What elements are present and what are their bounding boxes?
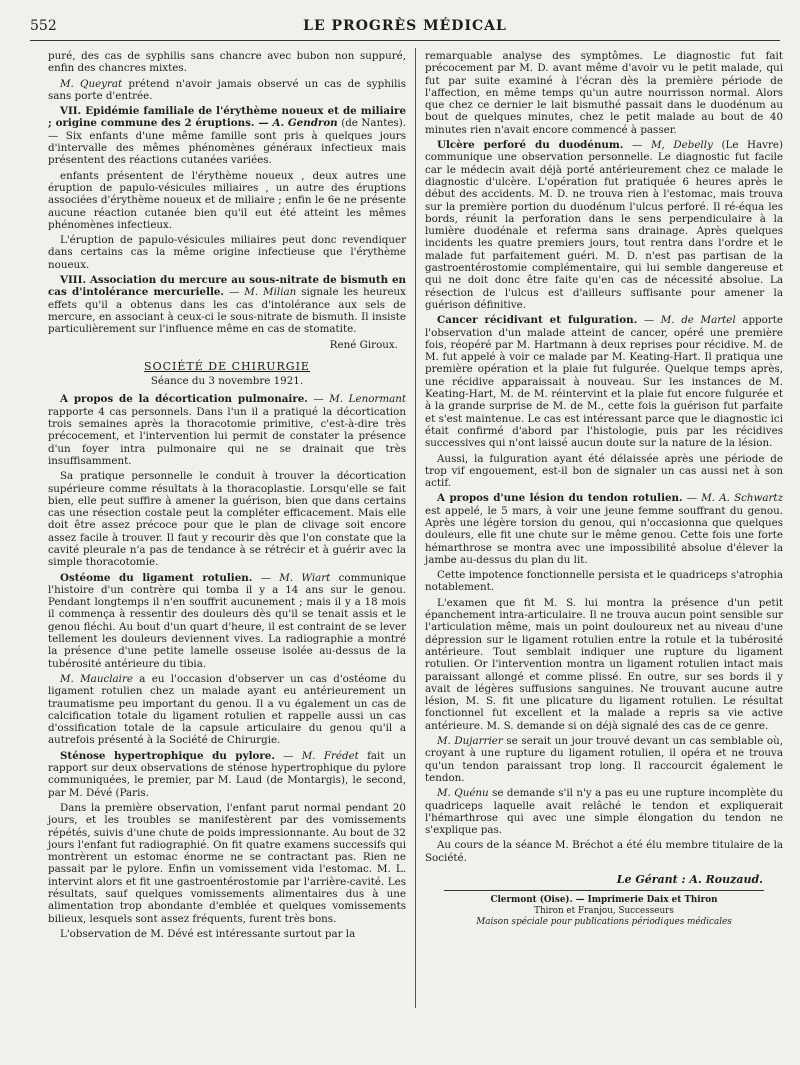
header-rule <box>30 40 780 41</box>
section-ulcere: Ulcère perforé du duodénum. — M, Debelly (Le Havre) communique une observation personnelle. Le diagnostic fut facile car le médecin avait déjà porté antérieurement chez ce malade le diagnostic d'ulcère. L'opération fut pratiquée 6 heures après le début des accidents. M. D. ne trouva rien à l'estomac, mais trouva sur la première portion du duodénum l'ulcus perforé. Il ré-équa les bords, réunit la perforation dans le sens perpendiculaire à la lumière duodénale et referma sans drainage. Après quelques incidents les quatre premiers jours, tout rentra dans l'ordre et le malade fut parfaitement guéri. M. D. n'est pas partisan de la gastroentérostomie complémentaire, qui lui semble dangereuse et qui ne doit donc être faite qu'en cas de nécessité absolue. La résection de l'ulcus est d'ailleurs suffisante pour amener la guérison définitive. <box>425 139 784 311</box>
paragraph: enfants présentent de l'érythème noueux , deux autres une éruption de papulo-vésicules miliaires , un autre des éruptions associées d'érythème noueux et de miliaire ; enfin le 6e ne présente aucune réaction cutanée bien qu'il eut été atteint les mêmes phénomènes infectieux. <box>48 169 406 231</box>
paragraph: Cette impotence fonctionnelle persista et le quadriceps s'atrophia notablement. <box>425 569 783 594</box>
column-divider <box>415 48 416 1008</box>
section-epidemie: VII. Epidémie familiale de l'érythème noueux et de miliaire ; origine commune des 2 éruptions. — A. Gendron (de Nantes). — Six enfants d'une même famille sont pris à quelques jours d'intervalle des mêmes phénomènes généraux infectieux mais présentent des réactions cutanées variées. <box>48 105 407 167</box>
printer-line-3: Maison spéciale pour publications périodiques médicales <box>476 917 732 928</box>
paragraph: Aussi, la fulguration ayant été délaissée après une période de trop vif engouement, est-il bon de signaler un cas aussi net à son actif. <box>425 452 783 490</box>
paragraph: L'examen que fit M. S. lui montra la présence d'un petit épanchement intra-articulaire. Il ne trouva aucun point sensible sur l'articulation même, mais un point douloureux net au niveau d'une dépression sur le ligament rotulien entre la rotule et la tubérosité antérieure. Tout semblait indiquer une rupture du ligament rotulien. Or l'intervention montra un ligament rotulien intact mais paraissant allongé et comme plissé. En outre, sur ses bords il y avait de légères suffusions sanguines. Ne trouvant aucune autre lésion, M. S. fit une plicature du ligament rotulien. Le résultat fonctionnel fut excellent et la malade a repris sa vie active antérieure. M. S. demande si on déjà signalé des cas de ce genre. <box>425 596 783 732</box>
journal-title: LE PROGRÈS MÉDICAL <box>303 18 507 34</box>
paragraph: Dans la première observation, l'enfant parut normal pendant 20 jours, et les troubles se manifestèrent par des vomissements répétés, suivis d'une chute de poids impressionnante. Au bout de 32 jours l'enfant fut radiographié. On fit quatre examens successifs qui montrèrent un estomac énorme ne se contractant pas. Rien ne passait par le pylore. Enfin un vomissement vida l'estomac. M. L. intervint alors et fit une gastroentérostomie par l'arrière-cavité. Les résultats, sauf quelques vomissements alimentaires dus à une alimentation trop abondante d'emblée et quelques vomissements bilieux, lesquels sont assez fréquents, furent très bons. <box>48 801 406 925</box>
signature: René Giroux. <box>329 338 398 351</box>
printer-line-2: Thiron et Franjou, Successeurs <box>534 906 674 917</box>
paragraph: puré, des cas de syphilis sans chancre avec bubon non suppuré, enfin des chancres mixtes. <box>48 50 406 75</box>
section-tendon: A propos d'une lésion du tendon rotulien. — M. A. Schwartz est appelé, le 5 mars, à voir une jeune femme souffrant du genou. Après une légère torsion du genou, qui n'occasionna que quelques douleurs, elle fit une chute sur le même genou. Cette fois une forte hémarthrose se montra avec une impossibilité absolue d'élever la jambe au-dessus du plan du lit. <box>425 492 783 566</box>
footer-rule <box>444 890 764 891</box>
right-column <box>425 50 783 928</box>
left-column <box>48 50 406 943</box>
page-header <box>30 18 780 40</box>
publisher-manager: Le Gérant : A. Rouzaud. <box>616 873 763 886</box>
paragraph: L'éruption de papulo-vésicules miliaires peut donc revendiquer dans certains cas la même origine infectieuse que l'érythème noueux. <box>48 234 406 271</box>
page-number: 552 <box>30 18 57 34</box>
session-date: Séance du 3 novembre 1921. <box>150 375 304 388</box>
paragraph: L'observation de M. Dévé est intéressante surtout par la <box>60 927 356 940</box>
paragraph: M. Quénu se demande s'il n'y a pas eu une rupture incomplète du quadriceps laquelle avait relâché le tendon et expliquerait l'hémarthrose qui avec une simple élongation du tendon ne s'explique pas. <box>425 787 783 837</box>
section-osteome: Ostéome du ligament rotulien. — M. Wiart communique l'histoire d'un contrère qui tomba il y a 14 ans sur le genou. Pendant longtemps il n'en souffrit aucunement ; mais il y a 18 mois il commença à ressentir des douleurs dès qu'il se tenait assis et le genou fléchi. Au bout d'un quart d'heure, il est contraint de se lever tellement les douleurs deviennent vives. La radiographie a montré la présence d'une petite lamelle osseuse isolée au-dessus de la tubérosité antérieure du tibia. <box>48 571 406 670</box>
section-stenose: Sténose hypertrophique du pylore. — M. Frédet fait un rapport sur deux observations de sténose hypertrophique du pylore communiquées, le premier, par M. Laud (de Montargis), le second, par M. Dévé (Paris. <box>48 749 406 799</box>
section-cancer: Cancer récidivant et fulguration. — M. de Martel apporte l'observation d'un malade atteint de cancer, opéré une première fois, réopéré par M. Hartmann à deux reprises pour récidive. M. de M. fut appelé à voir ce malade par M. Keating-Hart. Il pratiqua une première opération et la plaie fut fulgurée. Quelque temps après, une récidive apparaissait à nouveau. Sur les instances de M. Keating-Hart, M. de M. réintervint et la plaie fut encore fulgurée et à la grande surprise de M. de M., cette fois la guérison fut parfaite et s'est maintenue. Le cas est intéressant parce que le diagnostic ici était confirmé d'abord par l'histologie, puis par les récidives successives qui n'ont laissé aucun doute sur la nature de la lésion. <box>425 314 784 450</box>
section-decortication: A propos de la décortication pulmonaire. — M. Lenormant rapporte 4 cas personnels. Dans l'un il a pratiqué la décortication trois semaines après la thoracotomie primitive, c'est-à-dire très précocement, et l'intervention lui permit de constater la présence d'un foyer intra pulmonaire qui ne se drainait que très insuffisamment. <box>48 393 406 467</box>
paragraph: M. Dujarrier se serait un jour trouvé devant un cas semblable où, croyant à une rupture du ligament rotulien, il opéra et ne trouva qu'un tendon paraissant trop long. Il raccourcit également le tendon. <box>425 735 783 784</box>
paragraph: remarquable analyse des symptômes. Le diagnostic fut fait précocement par M. D. avant même d'avoir vu le petit malade, qui fut par suite examiné à l'écran dès la première période de l'affection, en même temps qu'un autre nourrisson normal. Alors que chez ce dernier le lait bismuthé passait dans le duodénum au bout de quelques minutes, chez le petit malade au bout de 40 minutes rien n'avait encore commencé à passer. <box>425 50 783 136</box>
society-heading: SOCIÉTÉ DE CHIRURGIE <box>144 359 310 373</box>
section-bismuth: VIII. Association du mercure au sous-nitrate de bismuth en cas d'intolérance mercurielle. — M. Milian signale les heureux effets qu'il a obtenus dans les cas d'intolérance aux sels de mercure, en associant à ceux-ci le sous-nitrate de bismuth. Il insiste particulièrement sur l'influence même en cas de stomatite. <box>48 274 406 336</box>
closing-note: Au cours de la séance M. Bréchot a été élu membre titulaire de la Société. <box>425 839 783 864</box>
paragraph: M. Queyrat prétend n'avoir jamais observé un cas de syphilis sans porte d'entrée. <box>48 77 406 102</box>
printer-line-1: Clermont (Oise). — Imprimerie Daix et Thiron <box>490 895 718 906</box>
paragraph: M. Mauclaire a eu l'occasion d'observer un cas d'ostéome du ligament rotulien chez un malade ayant eu antérieurement un traumatisme peu important du genou. Il a vu également un cas de calcification totale du ligament rotulien et rappelle aussi un cas d'ossification totale de la capsule articulaire du genou qu'il a autrefois présenté à la Société de Chirurgie. <box>48 672 406 747</box>
paragraph: Sa pratique personnelle le conduit à trouver la décortication supérieure comme résultats à la thoracoplastie. Lorsqu'elle se fait bien, elle peut suffire à amener la guérison, bien que dans certains cas une résection costale peut la compléter efficacement. Mais elle doit être assez précoce pour que le plan de clivage soit encore assez facile à trouver. Il faut y recourir dès que l'on constate que la cavité pleurale n'a pas de tendance à se rétrécir et à guérir avec la simple thoracotomie. <box>48 470 406 569</box>
